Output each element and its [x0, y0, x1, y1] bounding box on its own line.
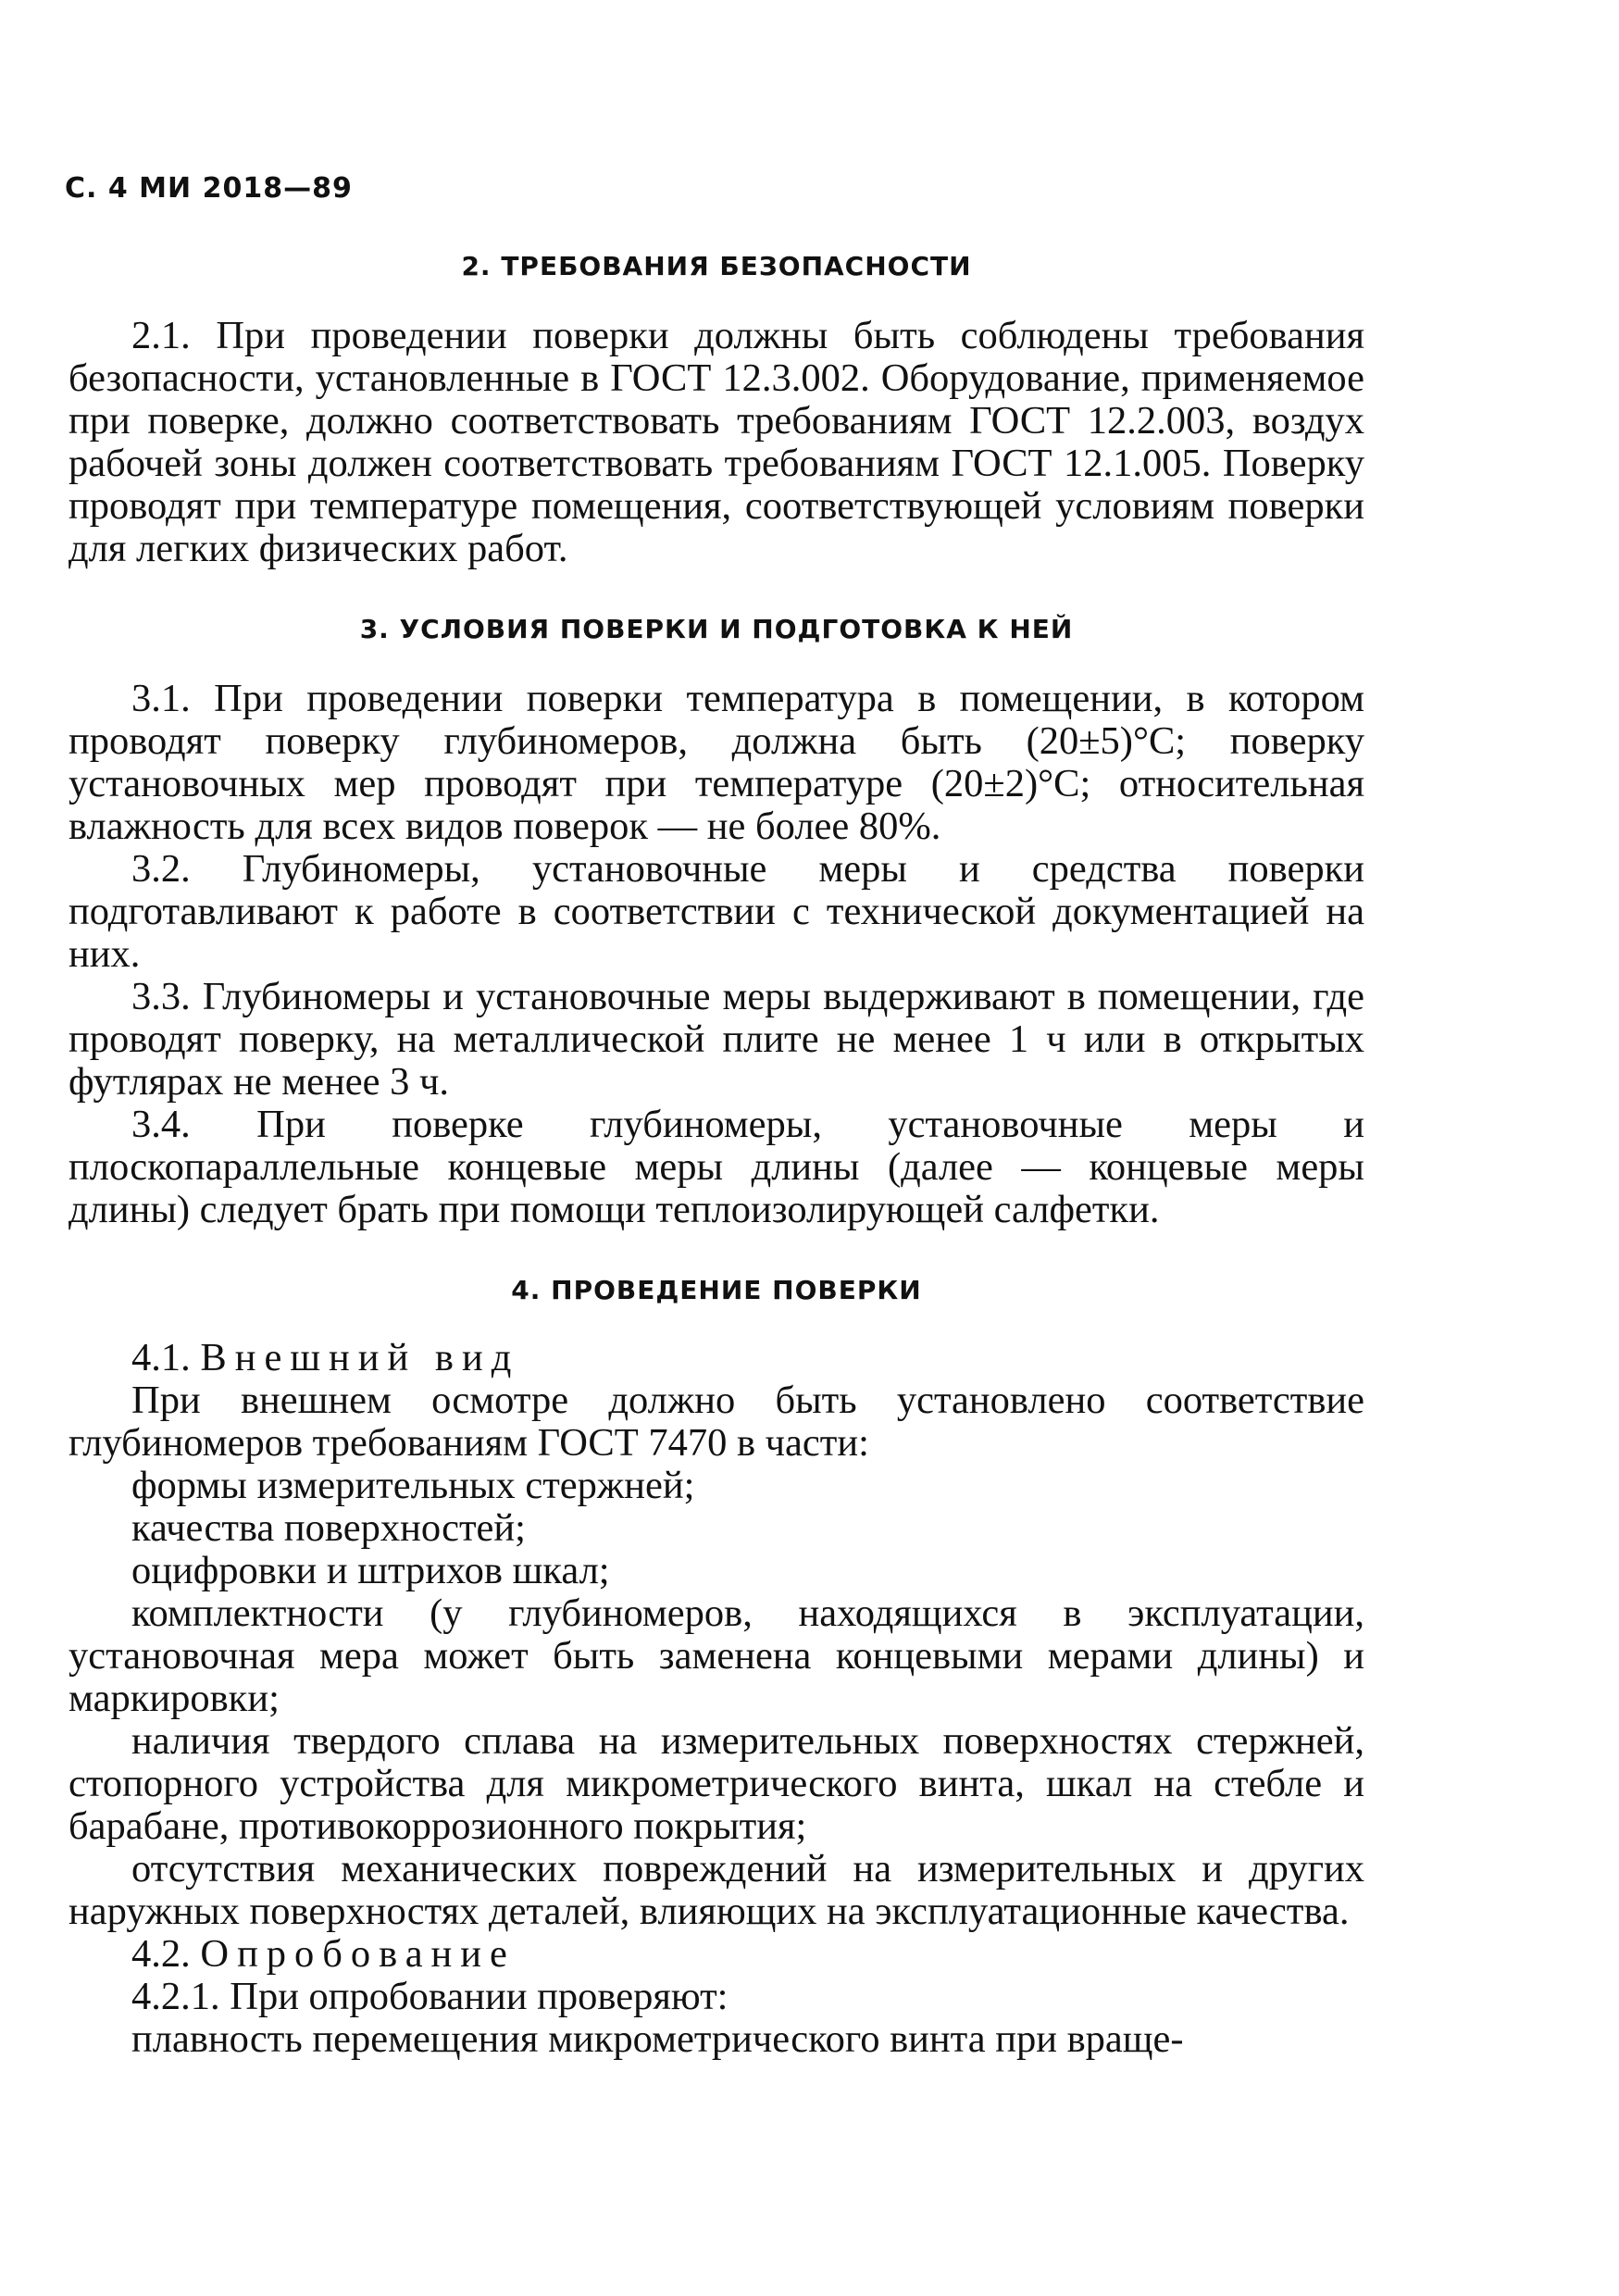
subsection-4-2-heading — [68, 1933, 1364, 1976]
subsection-4-1-heading — [68, 1337, 1364, 1379]
paragraph-4-2-1: 4.2.1. При опробовании проверяют: — [131, 1975, 729, 2018]
document-body — [68, 248, 1364, 2061]
subsection-4-1-number: 4.1. — [131, 1336, 191, 1379]
paragraph-2-1: 2.1. При проведении поверки должны быть соблюдены требования безопасности, установленные в ГОСТ 12.3.002. Оборудование, применяемое при поверке, должно соответствовать требованиям ГОСТ 12.2.003, воздух рабочей зоны должен соответствовать требованиям ГОСТ 12.1.005. Поверку проводят при температуре помещения, соответствующей условиям поверки для легких физических работ. — [68, 314, 1364, 570]
section-3-title: 3. УСЛОВИЯ ПОВЕРКИ И ПОДГОТОВКА К НЕЙ — [359, 614, 1074, 644]
paragraph-last-line: плавность перемещения микрометрического винта при враще- — [131, 2017, 1184, 2061]
section-2-title: 2. ТРЕБОВАНИЯ БЕЗОПАСНОСТИ — [461, 251, 972, 281]
section-4-title: 4. ПРОВЕДЕНИЕ ПОВЕРКИ — [511, 1275, 922, 1305]
paragraph-3-2: 3.2. Глубиномеры, установочные меры и средства поверки подготавливают к работе в соответствии с технической документацией на них. — [68, 847, 1364, 976]
list-item-2: качества поверхностей; — [131, 1506, 526, 1550]
list-item-1: формы измерительных стержней; — [131, 1464, 695, 1507]
paragraph-3-3: 3.3. Глубиномеры и установочные меры выдерживают в помещении, где проводят поверку, на металлической плите не менее 1 ч или в открытых футлярах не менее 3 ч. — [68, 975, 1364, 1104]
paragraph-3-4: 3.4. При поверке глубиномеры, установочные меры и плоскопараллельные концевые меры длины (далее — концевые меры длины) следует брать при помощи теплоизолирующей салфетки. — [68, 1103, 1364, 1231]
subsection-4-2-number: 4.2. — [131, 1932, 191, 1976]
subsection-4-2-title: Опробование — [200, 1932, 516, 1976]
page-header: С. 4 МИ 2018—89 — [65, 172, 353, 205]
paragraph-3-1: 3.1. При проведении поверки температура в помещении, в котором проводят поверку глубиномеров, должна быть (20±5)°С; поверку установочных мер проводят при температуре (20±2)°С; относительная влажность для всех видов поверок — не более 80%. — [68, 677, 1364, 848]
list-item-5: наличия твердого сплава на измерительных поверхностях стержней, стопорного устройства для микрометрического винта, шкал на стебле и барабане, противокоррозионного покрытия; — [68, 1719, 1364, 1848]
list-item-6: отсутствия механических повреждений на измерительных и других наружных поверхностях деталей, влияющих на эксплуатационные качества. — [68, 1847, 1364, 1933]
paragraph-4-1-intro: При внешнем осмотре должно быть установлено соответствие глубиномеров требованиям ГОСТ 7470 в части: — [68, 1379, 1364, 1465]
list-item-4: комплектности (у глубиномеров, находящихся в эксплуатации, установочная мера может быть заменена концевыми мерами длины) и маркировки; — [68, 1591, 1364, 1720]
list-item-3: оцифровки и штрихов шкал; — [131, 1549, 610, 1592]
subsection-4-1-title: Внешний вид — [200, 1336, 520, 1379]
